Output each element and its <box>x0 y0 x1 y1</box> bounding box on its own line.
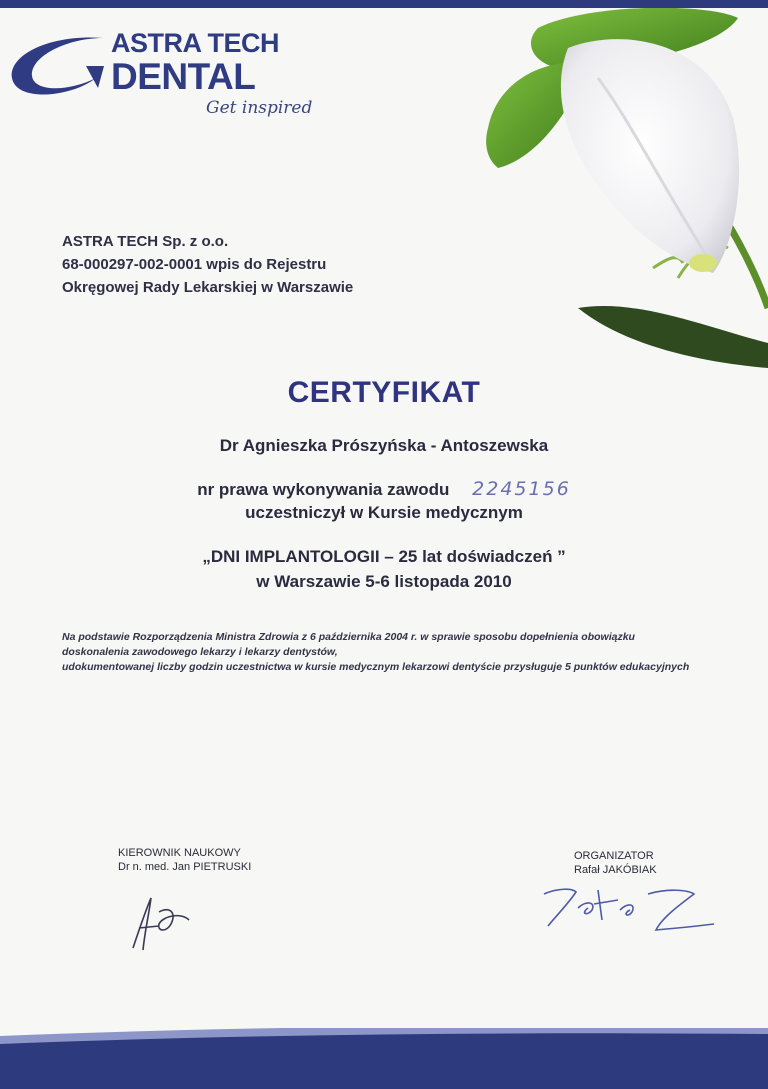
course-name: „DNI IMPLANTOLOGII – 25 lat doświadczeń ” <box>202 547 566 566</box>
logo-text-astra-tech: ASTRA TECH <box>111 28 279 58</box>
company-registry: 68-000297-002-0001 wpis do Rejestru <box>62 256 327 273</box>
flower-illustration <box>478 8 768 378</box>
company-name: ASTRA TECH Sp. z o.o. <box>62 233 229 250</box>
signature-left <box>125 890 200 955</box>
logo-tagline: Get inspired <box>206 98 313 118</box>
license-row <box>0 478 768 500</box>
legal-line-3: udokumentowanej liczby godzin uczestnictwa w kursie medycznym lekarzowi dentyście przysługuje 5 punktów edukacyjnych <box>62 661 690 673</box>
organizer-block <box>574 849 657 877</box>
recipient-name: Dr Agnieszka Prószyńska - Antoszewska <box>219 436 549 455</box>
company-info <box>62 230 353 299</box>
legal-line-2: doskonalenia zawodowego lekarzy i lekarzy dentystów, <box>62 646 338 658</box>
top-border <box>0 0 768 8</box>
course-place-date: w Warszawie 5-6 listopada 2010 <box>256 572 512 591</box>
company-council: Okręgowej Rady Lekarskiej w Warszawie <box>62 279 354 296</box>
logo-text-dental: DENTAL <box>111 56 256 97</box>
scientific-director-block <box>118 846 251 874</box>
license-number: 2245156 <box>472 478 571 500</box>
participation-text: uczestniczył w Kursie medycznym <box>245 503 523 522</box>
scientific-director-name: Dr n. med. Jan PIETRUSKI <box>118 861 252 873</box>
bottom-band <box>0 1028 768 1089</box>
astra-tech-logo <box>8 22 328 132</box>
scientific-director-role: KIEROWNIK NAUKOWY <box>118 847 241 859</box>
legal-basis-text <box>62 630 689 675</box>
legal-line-1: Na podstawie Rozporządzenia Ministra Zdrowia z 6 października 2004 r. w sprawie sposobu dopełnienia obowiązku <box>62 631 635 643</box>
organizer-name: Rafał JAKÓBIAK <box>574 864 657 876</box>
certificate-title: CERTYFIKAT <box>287 376 481 409</box>
organizer-role: ORGANIZATOR <box>574 850 654 862</box>
license-label: nr prawa wykonywania zawodu <box>197 480 450 499</box>
swoosh-icon <box>8 26 120 106</box>
signature-right <box>538 880 718 940</box>
